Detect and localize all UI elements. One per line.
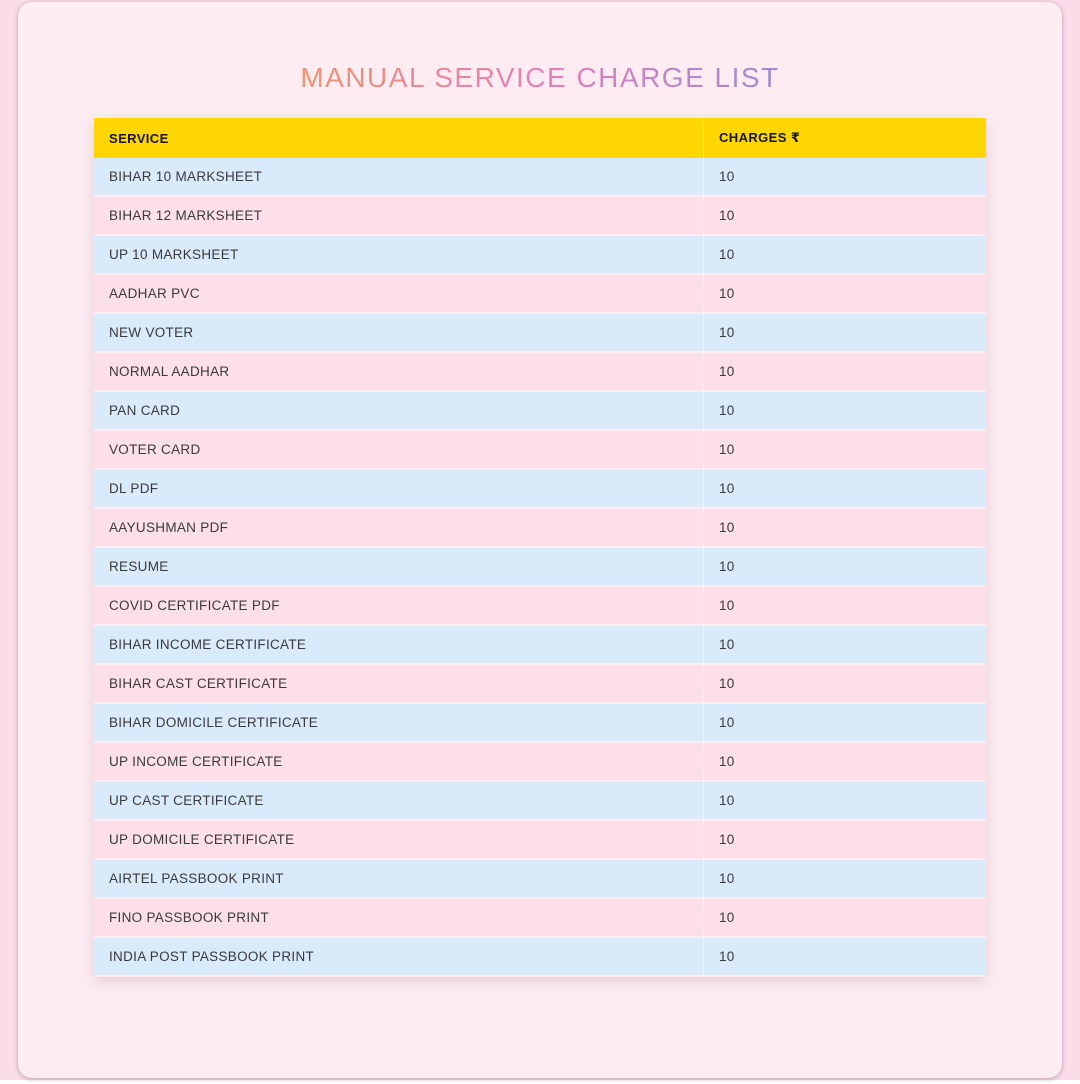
- charge-value-cell: 10: [703, 275, 986, 314]
- service-name-cell: NEW VOTER: [94, 314, 703, 353]
- service-charge-card: [18, 2, 1062, 1078]
- charge-value-cell: 10: [703, 392, 986, 431]
- service-name-cell: VOTER CARD: [94, 431, 703, 470]
- service-name-cell: UP INCOME CERTIFICATE: [94, 743, 703, 782]
- charge-value-cell: 10: [703, 353, 986, 392]
- service-name-cell: BIHAR 10 MARKSHEET: [94, 158, 703, 197]
- table-row: [94, 509, 986, 548]
- table-row: [94, 392, 986, 431]
- service-name-cell: UP 10 MARKSHEET: [94, 236, 703, 275]
- service-name-cell: AADHAR PVC: [94, 275, 703, 314]
- column-header-service: SERVICE: [94, 118, 703, 158]
- charge-value-cell: 10: [703, 665, 986, 704]
- table-container: [94, 118, 986, 977]
- service-name-cell: INDIA POST PASSBOOK PRINT: [94, 938, 703, 977]
- table-row: [94, 431, 986, 470]
- service-name-cell: COVID CERTIFICATE PDF: [94, 587, 703, 626]
- service-name-cell: BIHAR CAST CERTIFICATE: [94, 665, 703, 704]
- table-body: [94, 158, 986, 977]
- charge-value-cell: 10: [703, 821, 986, 860]
- table-row: [94, 587, 986, 626]
- charge-value-cell: 10: [703, 704, 986, 743]
- service-name-cell: FINO PASSBOOK PRINT: [94, 899, 703, 938]
- charge-value-cell: 10: [703, 938, 986, 977]
- service-name-cell: AIRTEL PASSBOOK PRINT: [94, 860, 703, 899]
- table-row: [94, 821, 986, 860]
- table-row: [94, 158, 986, 197]
- column-header-charges: CHARGES ₹: [703, 118, 986, 158]
- table-row: [94, 938, 986, 977]
- charge-value-cell: 10: [703, 314, 986, 353]
- charge-value-cell: 10: [703, 197, 986, 236]
- service-name-cell: BIHAR DOMICILE CERTIFICATE: [94, 704, 703, 743]
- charge-value-cell: 10: [703, 626, 986, 665]
- service-name-cell: DL PDF: [94, 470, 703, 509]
- table-row: [94, 782, 986, 821]
- table-row: [94, 236, 986, 275]
- service-name-cell: BIHAR 12 MARKSHEET: [94, 197, 703, 236]
- table-row: [94, 353, 986, 392]
- page-title-text: MANUAL SERVICE CHARGE LIST: [300, 62, 780, 93]
- service-name-cell: PAN CARD: [94, 392, 703, 431]
- service-name-cell: BIHAR INCOME CERTIFICATE: [94, 626, 703, 665]
- table-row: [94, 548, 986, 587]
- table-row: [94, 743, 986, 782]
- charge-value-cell: 10: [703, 899, 986, 938]
- table-row: [94, 626, 986, 665]
- service-name-cell: UP CAST CERTIFICATE: [94, 782, 703, 821]
- charge-value-cell: 10: [703, 158, 986, 197]
- charge-value-cell: 10: [703, 431, 986, 470]
- charge-value-cell: 10: [703, 509, 986, 548]
- charge-value-cell: 10: [703, 743, 986, 782]
- service-name-cell: RESUME: [94, 548, 703, 587]
- table-row: [94, 899, 986, 938]
- service-name-cell: NORMAL AADHAR: [94, 353, 703, 392]
- table-header-row: [94, 118, 986, 158]
- table-row: [94, 197, 986, 236]
- table-row: [94, 314, 986, 353]
- charge-value-cell: 10: [703, 860, 986, 899]
- charge-value-cell: 10: [703, 587, 986, 626]
- charge-value-cell: 10: [703, 236, 986, 275]
- service-name-cell: AAYUSHMAN PDF: [94, 509, 703, 548]
- table-header: [94, 118, 986, 158]
- table-row: [94, 275, 986, 314]
- charge-value-cell: 10: [703, 548, 986, 587]
- charge-value-cell: 10: [703, 470, 986, 509]
- table-row: [94, 665, 986, 704]
- table-row: [94, 860, 986, 899]
- service-charge-table: [94, 118, 986, 977]
- table-row: [94, 470, 986, 509]
- charge-value-cell: 10: [703, 782, 986, 821]
- service-name-cell: UP DOMICILE CERTIFICATE: [94, 821, 703, 860]
- table-row: [94, 704, 986, 743]
- page-title: [18, 58, 1062, 95]
